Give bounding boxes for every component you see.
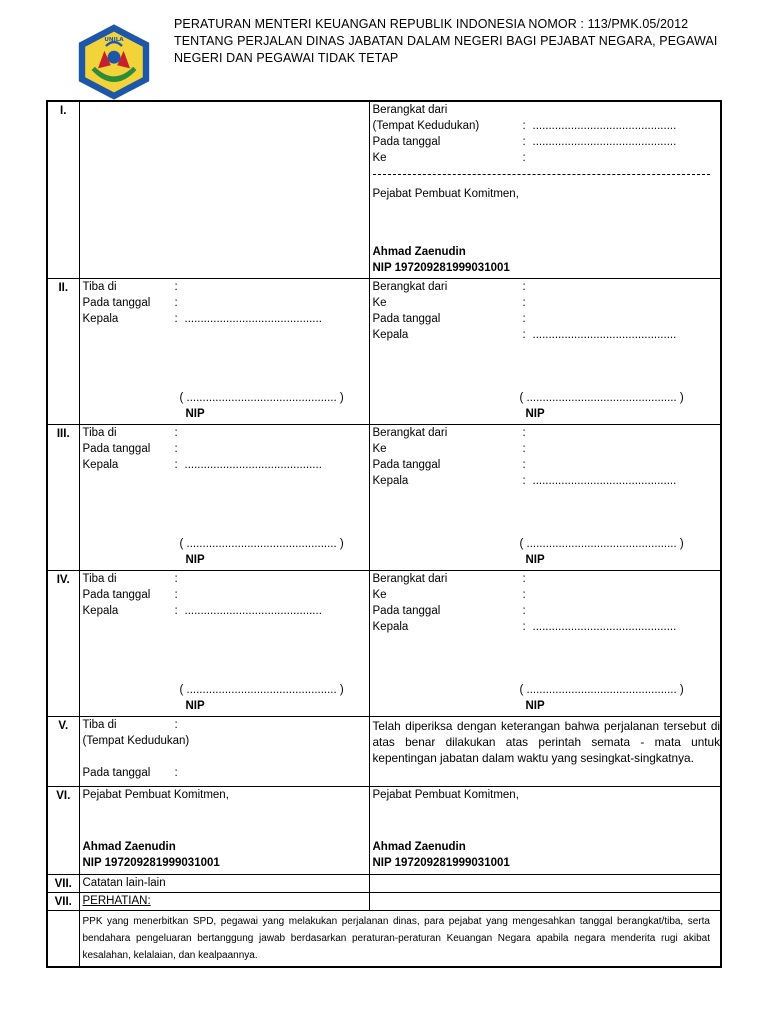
field-row <box>373 571 721 587</box>
field-label: Berangkat dari <box>372 280 448 293</box>
section-2 <box>47 278 721 424</box>
blank-field[interactable]: ............................................. <box>532 620 677 633</box>
field-row <box>373 587 721 603</box>
colon: : <box>174 280 178 293</box>
field-label: Kepala <box>82 604 119 617</box>
colon: : <box>522 604 526 617</box>
field-label: Kepala <box>372 474 409 487</box>
colon: : <box>522 120 526 132</box>
signature-line[interactable]: ( ............................................... ) <box>519 537 684 550</box>
field-row <box>373 118 721 134</box>
field-label: Pada tanggal <box>82 766 151 779</box>
field-row <box>373 279 721 295</box>
field-row <box>83 295 369 311</box>
attention-label: PERHATIAN: <box>79 892 369 910</box>
colon: : <box>522 572 526 585</box>
field-row <box>83 425 369 441</box>
field-row <box>83 717 369 733</box>
field-label: Tiba di <box>82 572 117 585</box>
blank-field[interactable]: ............................................. <box>532 474 677 487</box>
signature-block <box>180 390 370 422</box>
field-row <box>373 150 721 166</box>
field-label: Pada tanggal <box>82 296 151 309</box>
colon: : <box>522 312 526 325</box>
signature-line[interactable]: ( ............................................... ) <box>179 683 344 696</box>
section-5 <box>47 716 721 786</box>
field-label: Tiba di <box>82 718 117 731</box>
field-label: Berangkat dari <box>372 572 448 585</box>
dashed-divider <box>373 174 711 176</box>
title-line-1: PERATURAN MENTERI KEUANGAN REPUBLIK INDONESIA NOMOR : 113/PMK.05/2012 <box>174 17 689 31</box>
signature-line[interactable]: ( ............................................... ) <box>519 683 684 696</box>
colon: : <box>174 296 178 309</box>
field-row <box>83 571 369 587</box>
field-row <box>83 733 369 749</box>
blank-field[interactable]: ........................................... <box>184 458 322 471</box>
nip-label: NIP <box>525 407 545 420</box>
signer-nip: NIP 197209281999031001 <box>372 856 510 869</box>
field-row <box>83 441 369 457</box>
left-signer-block <box>79 786 369 874</box>
regulation-title <box>174 16 754 67</box>
field-label: Pada tanggal <box>372 458 441 471</box>
colon: : <box>522 442 526 455</box>
signature-block <box>180 536 370 568</box>
blank-field[interactable]: ............................................. <box>532 136 677 148</box>
field-row <box>373 425 721 441</box>
field-row <box>373 603 721 619</box>
verification-statement: Telah diperiksa dengan keterangan bahwa perjalanan tersebut di atas benar dilakukan atas perintah semata - mata untuk kepentingan jabatan dalam waktu yang sesingkat-singkatnya. <box>369 716 721 786</box>
field-row <box>373 441 721 457</box>
field-row <box>83 457 369 473</box>
colon: : <box>522 296 526 309</box>
field-label: Ke <box>372 296 387 309</box>
field-label: Pada tanggal <box>82 442 151 455</box>
section-number: III. <box>47 424 79 570</box>
nip-label: NIP <box>185 699 205 712</box>
section-number: II. <box>47 278 79 424</box>
notes-field[interactable] <box>369 874 721 892</box>
signature-block <box>180 682 370 714</box>
colon: : <box>522 426 526 439</box>
departure-block <box>369 278 721 424</box>
blank-field[interactable]: ........................................... <box>184 604 322 617</box>
field-label: Kepala <box>372 620 409 633</box>
right-signer-block <box>369 786 721 874</box>
signature-block <box>520 536 710 568</box>
arrival-block <box>79 278 369 424</box>
colon: : <box>522 588 526 601</box>
field-row <box>83 279 369 295</box>
colon: : <box>522 458 526 471</box>
nip-label: NIP <box>525 699 545 712</box>
field-label: Berangkat dari <box>372 426 448 439</box>
arrival-block <box>79 424 369 570</box>
field-label: Pada tanggal <box>372 136 441 148</box>
signature-line[interactable]: ( ............................................... ) <box>179 537 344 550</box>
colon: : <box>522 620 526 633</box>
university-logo-icon <box>74 22 154 102</box>
colon: : <box>174 426 178 439</box>
section-7 <box>47 874 721 892</box>
return-arrival-block <box>79 716 369 786</box>
blank-field[interactable]: ........................................... <box>184 312 322 325</box>
colon: : <box>174 572 178 585</box>
blank-field[interactable]: ............................................. <box>532 120 677 132</box>
notes-label: Catatan lain-lain <box>79 874 369 892</box>
colon: : <box>174 766 178 779</box>
field-row <box>373 473 721 489</box>
nip-label: NIP <box>185 553 205 566</box>
section-4 <box>47 570 721 716</box>
field-label: Ke <box>372 588 387 601</box>
departure-block <box>369 570 721 716</box>
document-header <box>60 14 760 96</box>
colon: : <box>522 136 526 148</box>
field-row <box>373 295 721 311</box>
colon: : <box>174 718 178 731</box>
signer-name: Ahmad Zaenudin <box>372 246 466 258</box>
section-number: V. <box>47 716 79 786</box>
signer-title: Pejabat Pembuat Komitmen, <box>82 788 229 801</box>
title-line-3: NEGERI DAN PEGAWAI TIDAK TETAP <box>174 51 399 65</box>
section-1 <box>47 101 721 278</box>
colon: : <box>174 312 178 325</box>
signature-line[interactable]: ( ............................................... ) <box>519 391 684 404</box>
field-row <box>83 311 369 327</box>
colon: : <box>522 474 526 487</box>
svg-text:UNILA: UNILA <box>104 37 124 44</box>
field-row <box>83 603 369 619</box>
colon: : <box>522 152 526 164</box>
signature-line[interactable]: ( ............................................... ) <box>179 391 344 404</box>
section-number: VII. <box>47 892 79 910</box>
field-label: Kepala <box>82 458 119 471</box>
field-row <box>373 102 721 118</box>
departure-block <box>369 424 721 570</box>
field-row <box>83 765 369 781</box>
signer-title: Pejabat Pembuat Komitmen, <box>372 788 519 801</box>
signer-title: Pejabat Pembuat Komitmen, <box>372 188 519 200</box>
field-label: Tiba di <box>82 426 117 439</box>
colon: : <box>174 604 178 617</box>
signer-nip: NIP 197209281999031001 <box>82 856 220 869</box>
signer-nip: NIP 197209281999031001 <box>372 262 510 274</box>
field-label: (Tempat Kedudukan) <box>372 120 480 132</box>
section-number: VI. <box>47 786 79 874</box>
nip-label: NIP <box>525 553 545 566</box>
field-label: Berangkat dari <box>372 104 448 116</box>
attention-notice-row <box>47 910 721 967</box>
field-label: (Tempat Kedudukan) <box>82 734 190 747</box>
section-3 <box>47 424 721 570</box>
signer-name: Ahmad Zaenudin <box>372 840 466 853</box>
colon: : <box>522 328 526 341</box>
signature-block <box>520 682 710 714</box>
section-6 <box>47 786 721 874</box>
colon: : <box>174 458 178 471</box>
section-number: I. <box>47 101 79 278</box>
nip-label: NIP <box>185 407 205 420</box>
section-number: IV. <box>47 570 79 716</box>
field-row <box>373 457 721 473</box>
colon: : <box>522 280 526 293</box>
field-row <box>83 587 369 603</box>
title-line-2: TENTANG PERJALAN DINAS JABATAN DALAM NEGERI BAGI PEJABAT NEGARA, PEGAWAI <box>174 34 718 48</box>
spd-form-table <box>46 100 722 968</box>
colon: : <box>174 442 178 455</box>
field-label: Ke <box>372 442 387 455</box>
signer-name: Ahmad Zaenudin <box>82 840 176 853</box>
field-label: Pada tanggal <box>372 604 441 617</box>
field-label: Ke <box>372 152 387 164</box>
field-label: Kepala <box>372 328 409 341</box>
attention-notice: PPK yang menerbitkan SPD, pegawai yang melakukan perjalanan dinas, para pejabat yang mengesahkan tanggal berangkat/tiba, serta bendahara pengeluaran bertanggung jawab berdasarkan peraturan-peraturan Keuangan Negara apabila negara menderita rugi akibat kesalahan, kelalaian, dan kealpaannya. <box>79 910 721 967</box>
field-row <box>373 619 721 635</box>
field-row <box>373 327 721 343</box>
departure-origin-block <box>369 101 721 278</box>
colon: : <box>174 588 178 601</box>
signature-block <box>520 390 710 422</box>
blank-field[interactable]: ............................................. <box>532 328 677 341</box>
arrival-block <box>79 570 369 716</box>
field-row <box>373 311 721 327</box>
field-row <box>373 134 721 150</box>
section-number: VII. <box>47 874 79 892</box>
field-label: Pada tanggal <box>372 312 441 325</box>
field-label: Kepala <box>82 312 119 325</box>
field-label: Pada tanggal <box>82 588 151 601</box>
section-8 <box>47 892 721 910</box>
field-label: Tiba di <box>82 280 117 293</box>
